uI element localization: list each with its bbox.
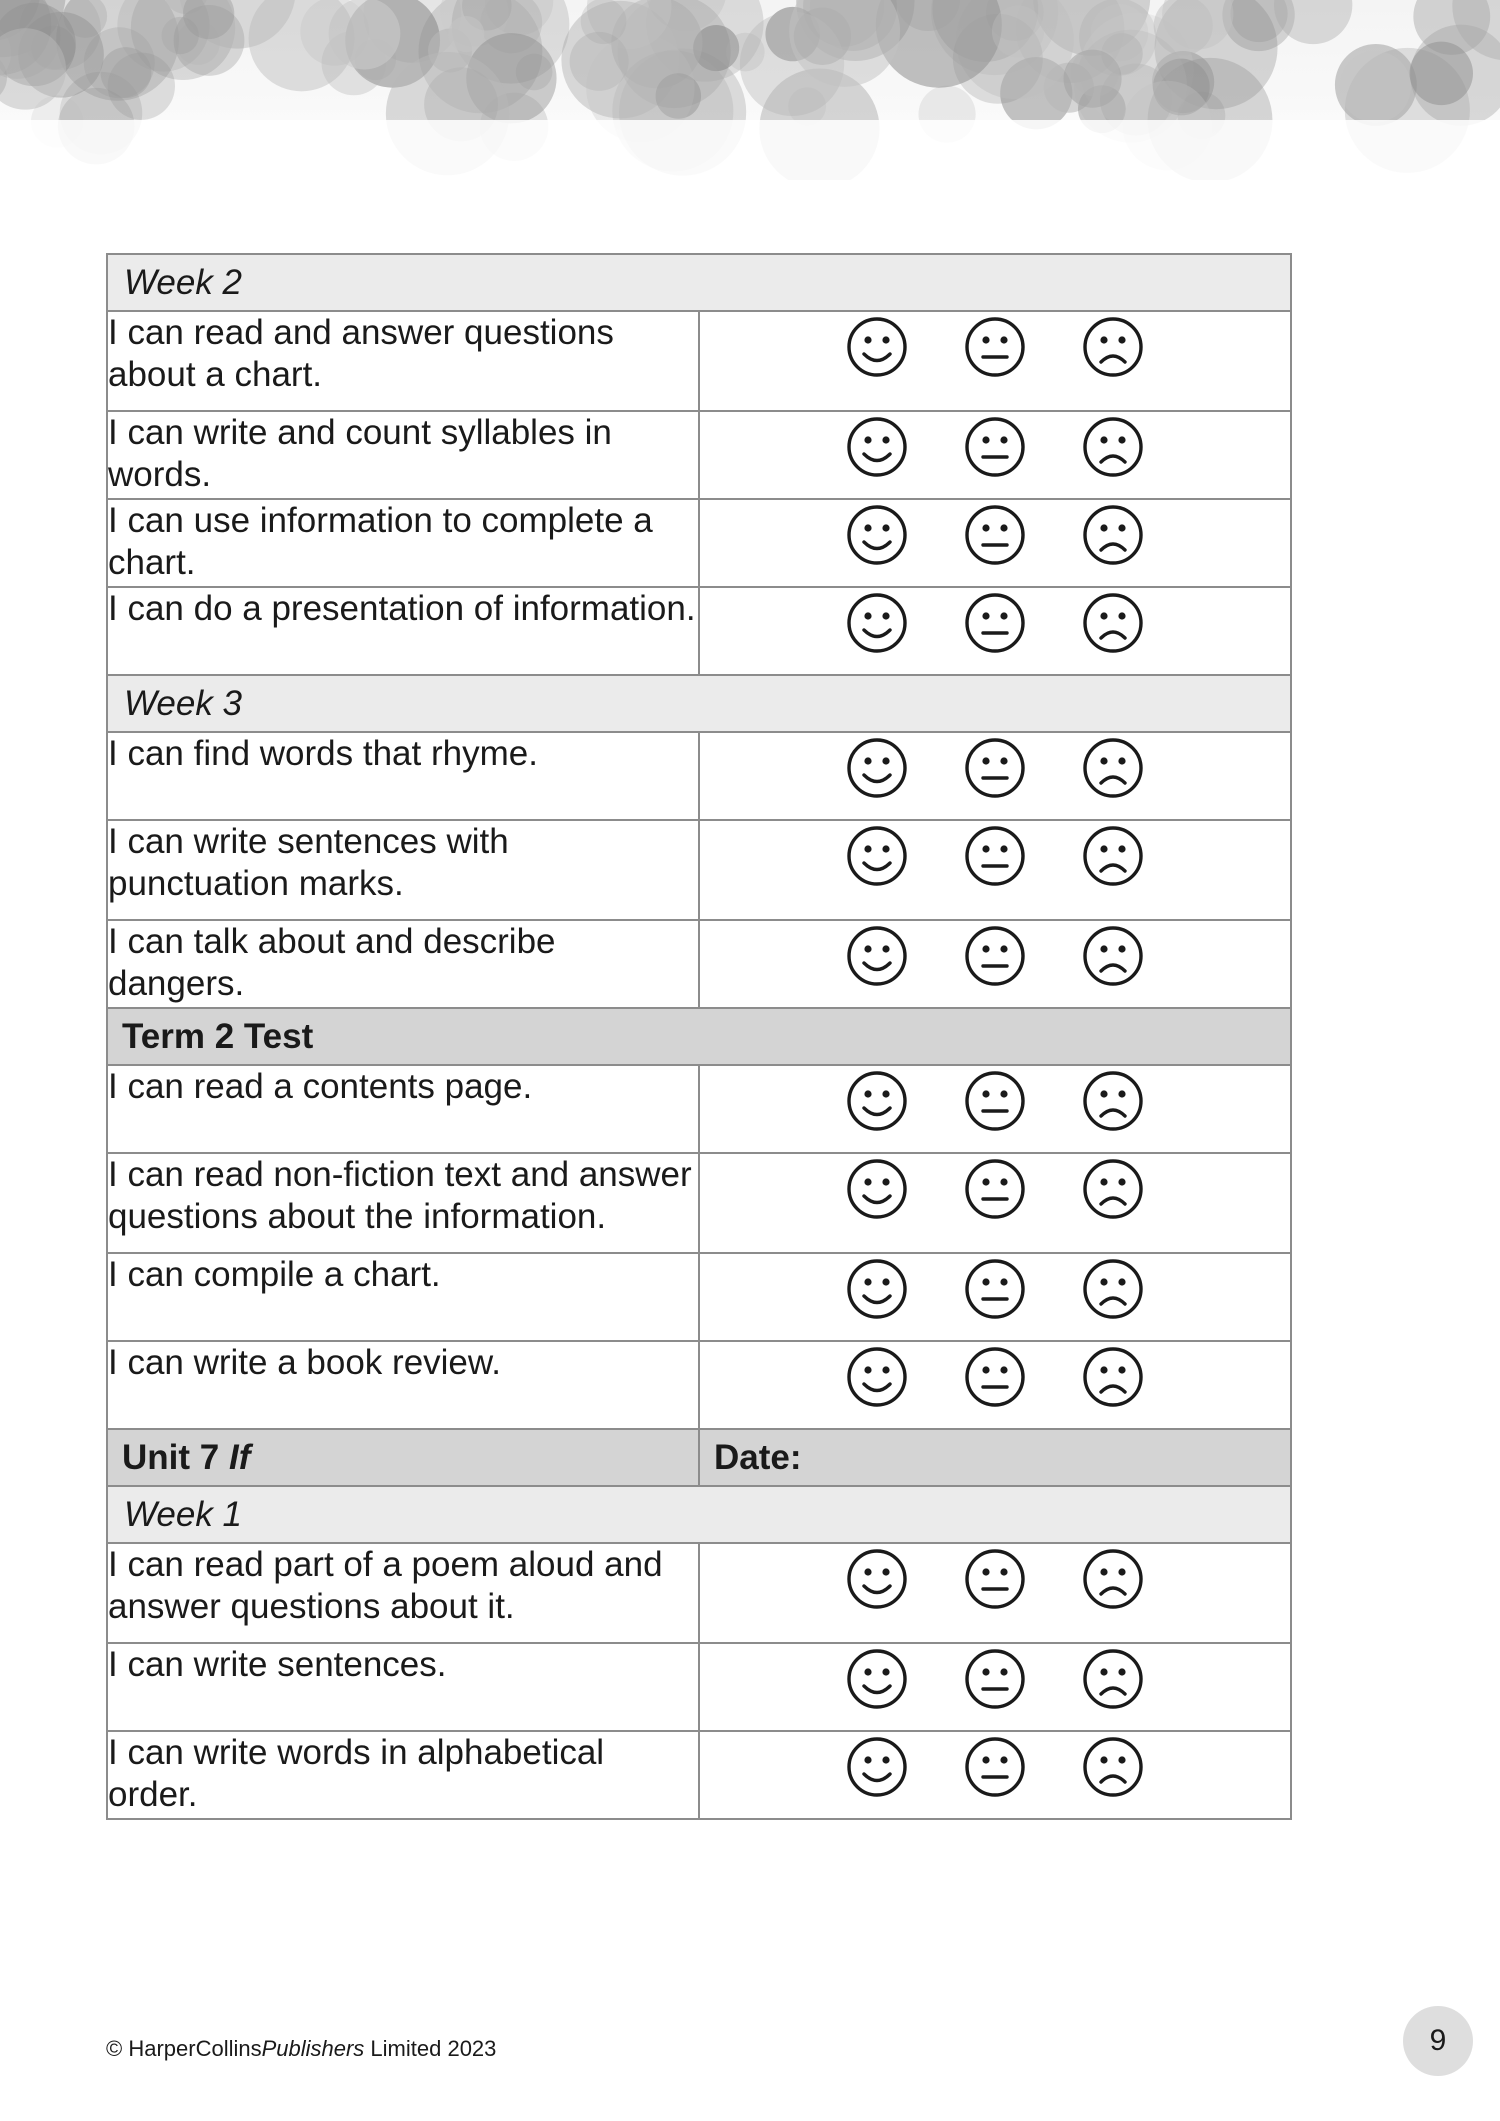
week-label: Week 2 xyxy=(107,254,1291,311)
date-label: Date: xyxy=(699,1429,1291,1486)
copyright-footer: © HarperCollinsPublishers Limited 2023 xyxy=(106,2036,497,2061)
neutral-face-icon[interactable] xyxy=(964,316,1026,378)
section-header-row xyxy=(107,1008,1291,1065)
neutral-face-icon[interactable] xyxy=(964,925,1026,987)
unit-title: If xyxy=(228,1437,251,1477)
rating-faces xyxy=(699,311,1291,411)
rating-faces xyxy=(699,1341,1291,1429)
sad-face-icon[interactable] xyxy=(1082,316,1144,378)
sad-face-icon[interactable] xyxy=(1082,737,1144,799)
statement-text: I can write and count syllables in words. xyxy=(107,411,699,499)
checklist-row xyxy=(107,732,1291,820)
statement-text: I can write sentences with punctuation marks. xyxy=(107,820,699,920)
unit-header-row xyxy=(107,1429,1291,1486)
happy-face-icon[interactable] xyxy=(846,1736,908,1798)
neutral-face-icon[interactable] xyxy=(964,1158,1026,1220)
statement-text: I can write words in alphabetical order. xyxy=(107,1731,699,1819)
sad-face-icon[interactable] xyxy=(1082,1258,1144,1320)
happy-face-icon[interactable] xyxy=(846,316,908,378)
happy-face-icon[interactable] xyxy=(846,925,908,987)
neutral-face-icon[interactable] xyxy=(964,1346,1026,1408)
happy-face-icon[interactable] xyxy=(846,592,908,654)
checklist-row xyxy=(107,1153,1291,1253)
statement-text: I can do a presentation of information. xyxy=(107,587,699,675)
happy-face-icon[interactable] xyxy=(846,737,908,799)
rating-faces xyxy=(699,820,1291,920)
neutral-face-icon[interactable] xyxy=(964,1070,1026,1132)
rating-faces xyxy=(699,1153,1291,1253)
page-number: 9 xyxy=(1403,2006,1473,2076)
neutral-face-icon[interactable] xyxy=(964,1258,1026,1320)
rating-faces xyxy=(699,1643,1291,1731)
sad-face-icon[interactable] xyxy=(1082,416,1144,478)
sad-face-icon[interactable] xyxy=(1082,925,1144,987)
rating-faces xyxy=(699,499,1291,587)
neutral-face-icon[interactable] xyxy=(964,737,1026,799)
checklist-row xyxy=(107,411,1291,499)
rating-faces xyxy=(699,587,1291,675)
rating-faces xyxy=(699,1253,1291,1341)
rating-faces xyxy=(699,1065,1291,1153)
sad-face-icon[interactable] xyxy=(1082,1070,1144,1132)
statement-text: I can read non-fiction text and answer questions about the information. xyxy=(107,1153,699,1253)
rating-faces xyxy=(699,920,1291,1008)
neutral-face-icon[interactable] xyxy=(964,504,1026,566)
happy-face-icon[interactable] xyxy=(846,1070,908,1132)
rating-faces xyxy=(699,1543,1291,1643)
checklist-row xyxy=(107,1643,1291,1731)
checklist-row xyxy=(107,587,1291,675)
statement-text: I can write sentences. xyxy=(107,1643,699,1731)
week-label: Week 1 xyxy=(107,1486,1291,1543)
statement-text: I can write a book review. xyxy=(107,1341,699,1429)
neutral-face-icon[interactable] xyxy=(964,1736,1026,1798)
self-assessment-table xyxy=(106,253,1292,1820)
statement-text: I can find words that rhyme. xyxy=(107,732,699,820)
week-label: Week 3 xyxy=(107,675,1291,732)
week-header-row xyxy=(107,1486,1291,1543)
checklist-row xyxy=(107,920,1291,1008)
happy-face-icon[interactable] xyxy=(846,1346,908,1408)
rating-faces xyxy=(699,732,1291,820)
week-header-row xyxy=(107,254,1291,311)
happy-face-icon[interactable] xyxy=(846,1258,908,1320)
section-label: Term 2 Test xyxy=(107,1008,1291,1065)
sad-face-icon[interactable] xyxy=(1082,1548,1144,1610)
sad-face-icon[interactable] xyxy=(1082,504,1144,566)
statement-text: I can compile a chart. xyxy=(107,1253,699,1341)
checklist-row xyxy=(107,820,1291,920)
happy-face-icon[interactable] xyxy=(846,825,908,887)
happy-face-icon[interactable] xyxy=(846,504,908,566)
checklist-row xyxy=(107,1341,1291,1429)
checklist-row xyxy=(107,311,1291,411)
sad-face-icon[interactable] xyxy=(1082,1736,1144,1798)
sad-face-icon[interactable] xyxy=(1082,1346,1144,1408)
happy-face-icon[interactable] xyxy=(846,1548,908,1610)
statement-text: I can use information to complete a chart. xyxy=(107,499,699,587)
neutral-face-icon[interactable] xyxy=(964,825,1026,887)
checklist-row xyxy=(107,499,1291,587)
checklist-row xyxy=(107,1543,1291,1643)
happy-face-icon[interactable] xyxy=(846,1158,908,1220)
rating-faces xyxy=(699,1731,1291,1819)
happy-face-icon[interactable] xyxy=(846,416,908,478)
statement-text: I can read part of a poem aloud and answer questions about it. xyxy=(107,1543,699,1643)
neutral-face-icon[interactable] xyxy=(964,1648,1026,1710)
neutral-face-icon[interactable] xyxy=(964,416,1026,478)
statement-text: I can read a contents page. xyxy=(107,1065,699,1153)
sad-face-icon[interactable] xyxy=(1082,592,1144,654)
sad-face-icon[interactable] xyxy=(1082,1648,1144,1710)
sad-face-icon[interactable] xyxy=(1082,825,1144,887)
neutral-face-icon[interactable] xyxy=(964,1548,1026,1610)
neutral-face-icon[interactable] xyxy=(964,592,1026,654)
statement-text: I can talk about and describe dangers. xyxy=(107,920,699,1008)
checklist-row xyxy=(107,1731,1291,1819)
happy-face-icon[interactable] xyxy=(846,1648,908,1710)
sad-face-icon[interactable] xyxy=(1082,1158,1144,1220)
bubble-banner xyxy=(0,0,1500,180)
statement-text: I can read and answer questions about a chart. xyxy=(107,311,699,411)
checklist-row xyxy=(107,1065,1291,1153)
rating-faces xyxy=(699,411,1291,499)
checklist-row xyxy=(107,1253,1291,1341)
week-header-row xyxy=(107,675,1291,732)
unit-label: Unit 7 If xyxy=(107,1429,699,1486)
